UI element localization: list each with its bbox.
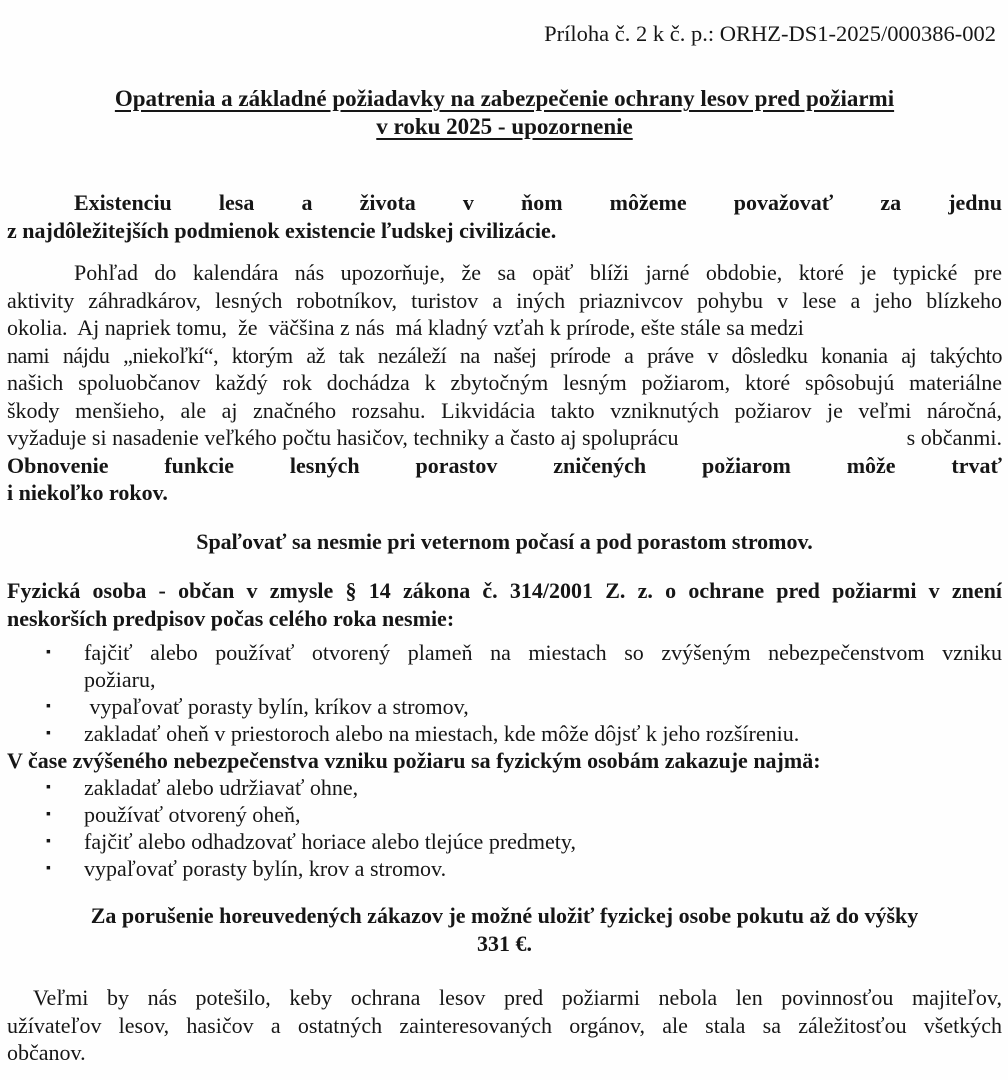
list-item-line: vypaľovať porasty bylín, kríkov a stromov, xyxy=(84,694,469,719)
body-line: škody menšieho, ale aj značného rozsahu. Likvidácia takto vzniknutých požiarov je veľmi náročná, xyxy=(7,397,1002,423)
body-line xyxy=(7,424,1002,452)
year-round-prohibitions-heading xyxy=(7,577,1002,632)
closing-line: Veľmi by nás potešilo, keby ochrana lesov pred požiarmi nebola len povinnosťou majiteľov, xyxy=(33,985,1002,1010)
burning-notice: Spaľovať sa nesmie pri veternom počasí a pod porastom stromov. xyxy=(196,528,813,554)
bullet-icon: ▪ xyxy=(46,861,51,876)
body-line: našich spoluobčanov každý rok dochádza k zbytočným lesným požiarom, ktoré spôsobujú materiálne xyxy=(7,370,1002,395)
bullet-icon: ▪ xyxy=(46,726,51,741)
body-line: nami nájdu „niekoľkí“, ktorým až tak nezáleží na našej prírode a práve v dôsledku konania aj takýchto xyxy=(7,342,1002,368)
penalty-amount: 331 €. xyxy=(477,930,532,956)
list-item-line: vypaľovať porasty bylín, krov a stromov. xyxy=(84,856,447,881)
main-paragraph xyxy=(7,259,1002,507)
closing-line: užívateľov lesov, hasičov a ostatných zainteresovaných orgánov, ale stala sa záležitosťou všetkých xyxy=(7,1012,1002,1038)
intro-paragraph xyxy=(7,189,1002,244)
bullet-icon: ▪ xyxy=(46,780,51,795)
list-item xyxy=(7,639,1002,693)
intro-line: Existenciu lesa a života v ňom môžeme považovať za jednu xyxy=(74,190,1002,215)
attachment-reference: Príloha č. 2 k č. p.: ORHZ-DS1-2025/000386-002 xyxy=(544,21,996,46)
emphasis-line: i niekoľko rokov. xyxy=(7,480,168,505)
closing-line: občanov. xyxy=(7,1040,86,1065)
body-line: Pohľad do kalendára nás upozorňuje, že sa opäť blíži jarné obdobie, ktoré je typické pre xyxy=(74,260,1002,285)
bullet-icon: ▪ xyxy=(46,645,51,660)
list-item-line: fajčiť alebo používať otvorený plameň na miestach so zvýšeným nebezpečenstvom vzniku xyxy=(84,640,1002,665)
penalty-notice xyxy=(7,902,1002,957)
bullet-icon: ▪ xyxy=(46,699,51,714)
heading-line: neskorších predpisov počas celého roka nesmie: xyxy=(7,605,455,631)
title-line-2: v roku 2025 - upozornenie xyxy=(376,113,633,139)
year-round-prohibitions-list xyxy=(7,639,1002,747)
list-item xyxy=(7,774,1002,801)
list-item-line: zakladať oheň v priestoroch alebo na miestach, kde môže dôjsť k jeho rozšíreniu. xyxy=(84,721,800,746)
emphasis-line: Obnovenie funkcie lesných porastov zničených požiarom môže trvať xyxy=(7,452,1002,478)
bullet-icon: ▪ xyxy=(46,834,51,849)
title-line-1: Opatrenia a základné požiadavky na zabezpečenie ochrany lesov pred požiarmi xyxy=(114,86,895,111)
bullet-icon: ▪ xyxy=(46,807,51,822)
closing-paragraph xyxy=(7,984,1002,1067)
body-line-left: vyžaduje si nasadenie veľkého počtu hasičov, techniky a často aj spoluprácu xyxy=(7,425,679,450)
list-item xyxy=(7,720,1002,747)
penalty-line: Za porušenie horeuvedených zákazov je možné uložiť fyzickej osobe pokutu až do výšky xyxy=(90,903,919,928)
heading-line: Fyzická osoba - občan v zmysle § 14 zákona č. 314/2001 Z. z. o ochrane pred požiarmi v znení xyxy=(7,578,1002,603)
intro-line: z najdôležitejších podmienok existencie ľudskej civilizácie. xyxy=(7,217,557,243)
increased-danger-heading: V čase zvýšeného nebezpečenstva vzniku požiaru sa fyzickým osobám zakazuje najmä: xyxy=(7,748,821,773)
list-item-line: požiaru, xyxy=(84,667,156,692)
body-line-right: s občanmi. xyxy=(906,425,1002,450)
body-line: okolia. Aj napriek tomu, že väčšina z nás má kladný vzťah k prírode, ešte stále sa medzi xyxy=(7,315,804,340)
body-line: aktivity záhradkárov, lesných robotníkov, turistov a iných priaznivcov pohybu v lese a jeho blízkeho xyxy=(7,287,1002,313)
list-item xyxy=(7,855,1002,882)
increased-danger-list xyxy=(7,774,1002,882)
list-item-line: fajčiť alebo odhadzovať horiace alebo tlejúce predmety, xyxy=(84,829,576,854)
list-item xyxy=(7,828,1002,855)
document-title xyxy=(7,85,1002,140)
list-item-line: používať otvorený oheň, xyxy=(84,802,301,827)
list-item-line: zakladať alebo udržiavať ohne, xyxy=(84,775,359,800)
list-item xyxy=(7,693,1002,720)
list-item xyxy=(7,801,1002,828)
